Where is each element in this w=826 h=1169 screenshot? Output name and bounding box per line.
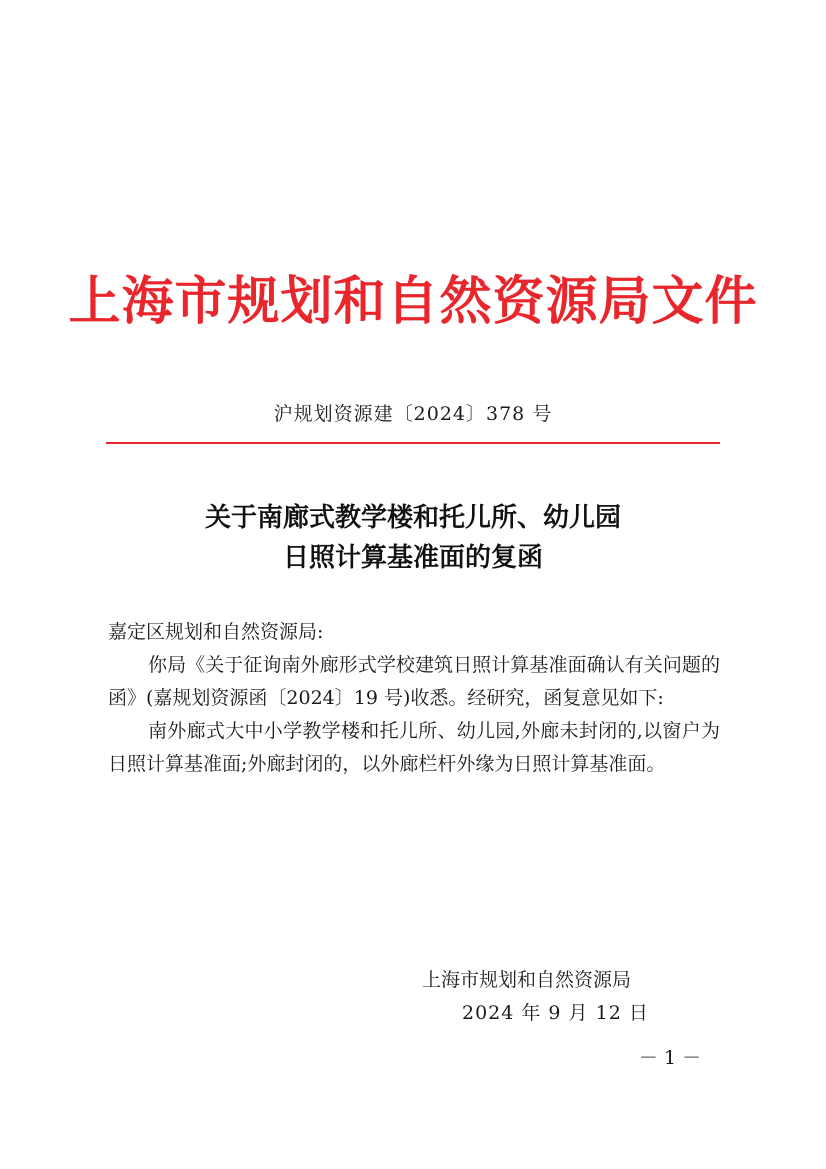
page-number: － 1 －: [638, 1047, 702, 1069]
red-separator-line: [106, 442, 720, 444]
letter-title-line-2: 日照计算基准面的复函: [282, 543, 543, 573]
letter-title-line-1: 关于南廊式教学楼和托儿所、幼儿园: [204, 503, 621, 533]
document-number: 沪规划资源建〔2024〕378 号: [273, 403, 553, 425]
letter-body: [108, 616, 720, 781]
body-paragraph-1: 你局《关于征询南外廊形式学校建筑日照计算基准面确认有关问题的函》(嘉规划资源函〔2024〕19 号)收悉。经研究，函复意见如下:: [108, 654, 720, 709]
signature-organization: 上海市规划和自然资源局: [422, 969, 632, 991]
signature-block: [380, 964, 710, 1030]
letter-title: [0, 498, 826, 578]
signature-date: 2024 年 9 月 12 日: [462, 1002, 649, 1024]
masthead-title: 上海市规划和自然资源局文件: [68, 271, 758, 332]
body-paragraph-2: 南外廊式大中小学教学楼和托儿所、幼儿园,外廊未封闭的,以窗户为日照计算基准面;外廊封闭的，以外廊栏杆外缘为日照计算基准面。: [108, 720, 720, 775]
recipient: 嘉定区规划和自然资源局:: [108, 621, 324, 643]
